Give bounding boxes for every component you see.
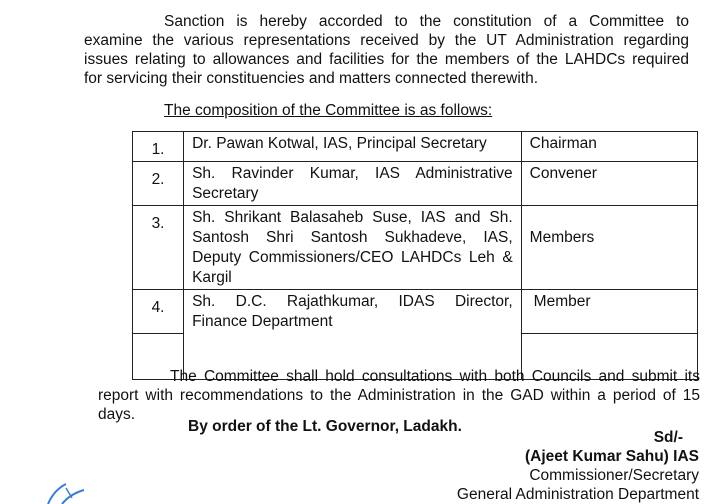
member-name-line: Dr. Pawan Kotwal, IAS, Principal Secretary [192, 135, 487, 152]
member-role: Chairman [521, 132, 697, 162]
table-row [133, 290, 698, 334]
member-number: 1. [133, 132, 184, 162]
member-name-line: Sh. Shrikant Balasaheb Suse, IAS and Sh. [192, 209, 513, 226]
signatory-name: (Ajeet Kumar Sahu) IAS [525, 448, 699, 465]
closing-paragraph [98, 367, 700, 424]
emblem-fragment-icon [40, 478, 100, 504]
signatory-department: General Administration Department [456, 486, 699, 503]
member-name-line: Sh. Ravinder Kumar, IAS Administrative [192, 165, 513, 182]
intro-line: issues relating to allowances and facilities for the members of the LAHDCs required [84, 51, 689, 68]
table-row [133, 162, 698, 206]
member-name [184, 132, 522, 162]
member-name-line: Kargil [192, 269, 232, 286]
intro-line: Sanction is hereby accorded to the constitution of a Committee to [164, 13, 689, 30]
member-role: Convener [521, 162, 697, 206]
member-name-line: Finance Department [192, 313, 333, 330]
closing-line: days. [98, 406, 136, 423]
member-name [184, 290, 522, 334]
member-name-line: Deputy Commissioners/CEO LAHDCs Leh & [192, 249, 513, 266]
member-number: 2. [133, 162, 184, 206]
intro-line: examine the various representations received by the UT Administration regarding [84, 32, 689, 49]
composition-heading: The composition of the Committee is as follows: [164, 102, 493, 119]
member-name-line: Secretary [192, 185, 259, 202]
closing-line: report with recommendations to the Administration in the GAD within a period of 15 [98, 387, 700, 404]
cropped-text-fragment [312, 0, 472, 6]
order-line: By order of the Lt. Governor, Ladakh. [188, 418, 462, 435]
member-number: 4. [133, 290, 184, 334]
member-name [184, 206, 522, 290]
signature-sd: Sd/- [653, 429, 683, 446]
cropped-header-fragment [312, 0, 472, 6]
signatory-designation: Commissioner/Secretary [529, 467, 699, 484]
closing-line: The Committee shall hold consultations with both Councils and submit its [170, 368, 700, 385]
member-number: 3. [133, 206, 184, 290]
member-role: Members [521, 206, 697, 290]
table-row [133, 206, 698, 290]
table-row [133, 132, 698, 162]
member-role: Member [521, 290, 697, 334]
member-name-line: Santosh Shri Santosh Sukhadeve, IAS, [192, 229, 513, 246]
member-name-line: Sh. D.C. Rajathkumar, IDAS Director, [192, 293, 513, 310]
committee-table [132, 131, 698, 380]
member-name [184, 162, 522, 206]
intro-paragraph [84, 12, 689, 88]
intro-line: for servicing their constituencies and matters connected therewith. [84, 70, 539, 87]
